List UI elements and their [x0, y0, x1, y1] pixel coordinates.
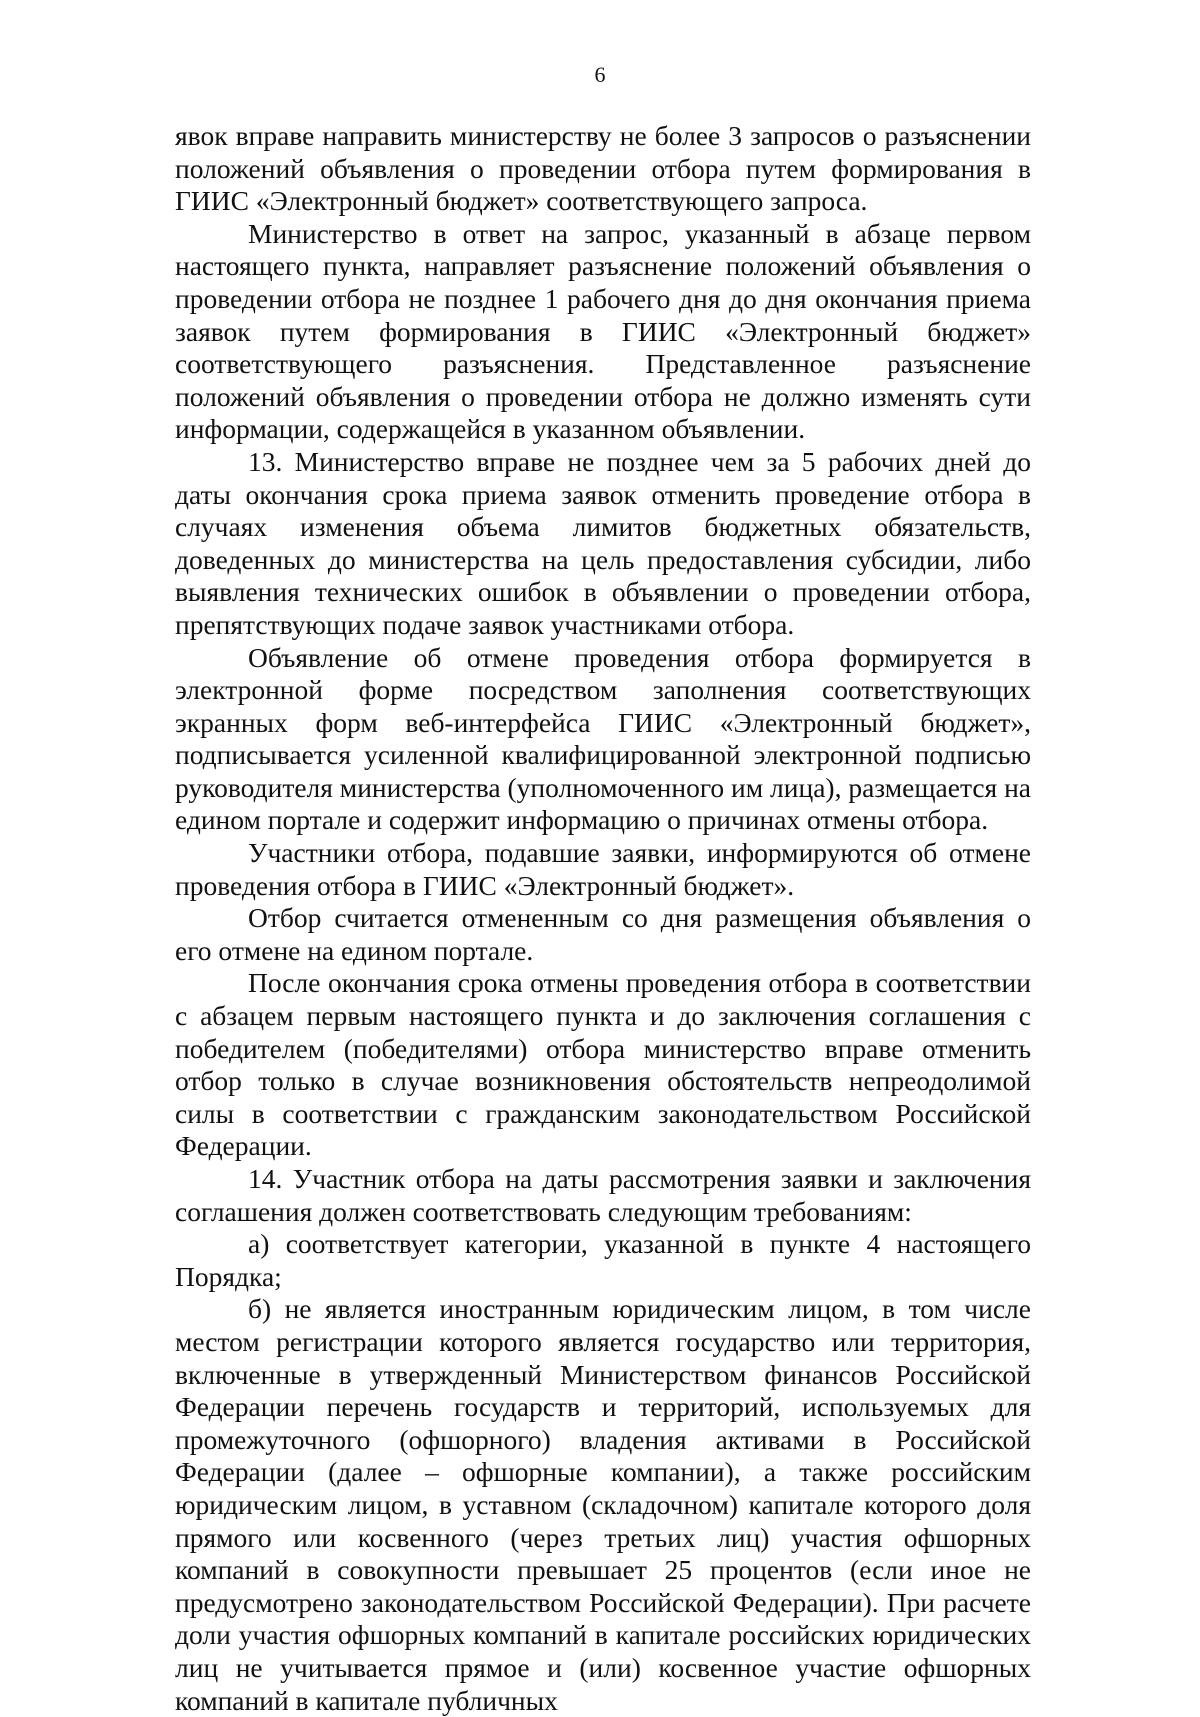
paragraph-ministry-response: Министерство в ответ на запрос, указанный в абзаце первом настоящего пункта, направляет разъяснение положений объявления о проведении отбора не позднее 1 рабочего дня до дня окончания приема заявок путем формирования в ГИИС «Электронный бюджет» соответствующего разъяснения. Представленное разъяснение положений объявления о проведении отбора не должно изменять сути информации, содержащейся в указанном объявлении.	[175, 217, 1031, 445]
paragraph-cancellation-effective: Отбор считается отмененным со дня размещения объявления о его отмене на едином портале.	[175, 902, 1031, 966]
paragraph-force-majeure: После окончания срока отмены проведения отбора в соответствии с абзацем первым настоящего пункта и до заключения соглашения с победителем (победителями) отбора министерство вправе отменить отбор только в случае возникновения обстоятельств непреодолимой силы в соответствии с гражданским законодательством Российской Федерации.	[175, 967, 1031, 1162]
paragraph-subitem-b: б) не является иностранным юридическим лицом, в том числе местом регистрации которого является государство или территория, включенные в утвержденный Министерством финансов Российской Федерации перечень государств и территорий, используемых для промежуточного (офшорного) владения активами в Российской Федерации (далее – офшорные компании), а также российским юридическим лицом, в уставном (складочном) капитале которого доля прямого или косвенного (через третьих лиц) участия офшорных компаний в совокупности превышает 25 процентов (если иное не предусмотрено законодательством Российской Федерации). При расчете доли участия офшорных компаний в капитале российских юридических лиц не учитывается прямое и (или) косвенное участие офшорных компаний в капитале публичных	[175, 1293, 1031, 1716]
paragraph-item-14: 14. Участник отбора на даты рассмотрения заявки и заключения соглашения должен соответствовать следующим требованиям:	[175, 1163, 1031, 1227]
paragraph-participants-informed: Участники отбора, подавшие заявки, информируются об отмене проведения отбора в ГИИС «Электронный бюджет».	[175, 837, 1031, 901]
paragraph-requests-continued: явок вправе направить министерству не более 3 запросов о разъяснении положений объявления о проведении отбора путем формирования в ГИИС «Электронный бюджет» соответствующего запроса.	[175, 120, 1031, 217]
document-body	[175, 120, 1031, 1717]
paragraph-cancellation-notice: Объявление об отмене проведения отбора формируется в электронной форме посредством заполнения соответствующих экранных форм веб-интерфейса ГИИС «Электронный бюджет», подписывается усиленной квалифицированной электронной подписью руководителя министерства (уполномоченного им лица), размещается на едином портале и содержит информацию о причинах отмены отбора.	[175, 641, 1031, 836]
paragraph-item-13: 13. Министерство вправе не позднее чем за 5 рабочих дней до даты окончания срока приема заявок отменить проведение отбора в случаях изменения объема лимитов бюджетных обязательств, доведенных до министерства на цель предоставления субсидии, либо выявления технических ошибок в объявлении о проведении отбора, препятствующих подаче заявок участниками отбора.	[175, 445, 1031, 640]
paragraph-subitem-a: а) соответствует категории, указанной в пункте 4 настоящего Порядка;	[175, 1228, 1031, 1292]
page-number: 6	[594, 62, 606, 87]
